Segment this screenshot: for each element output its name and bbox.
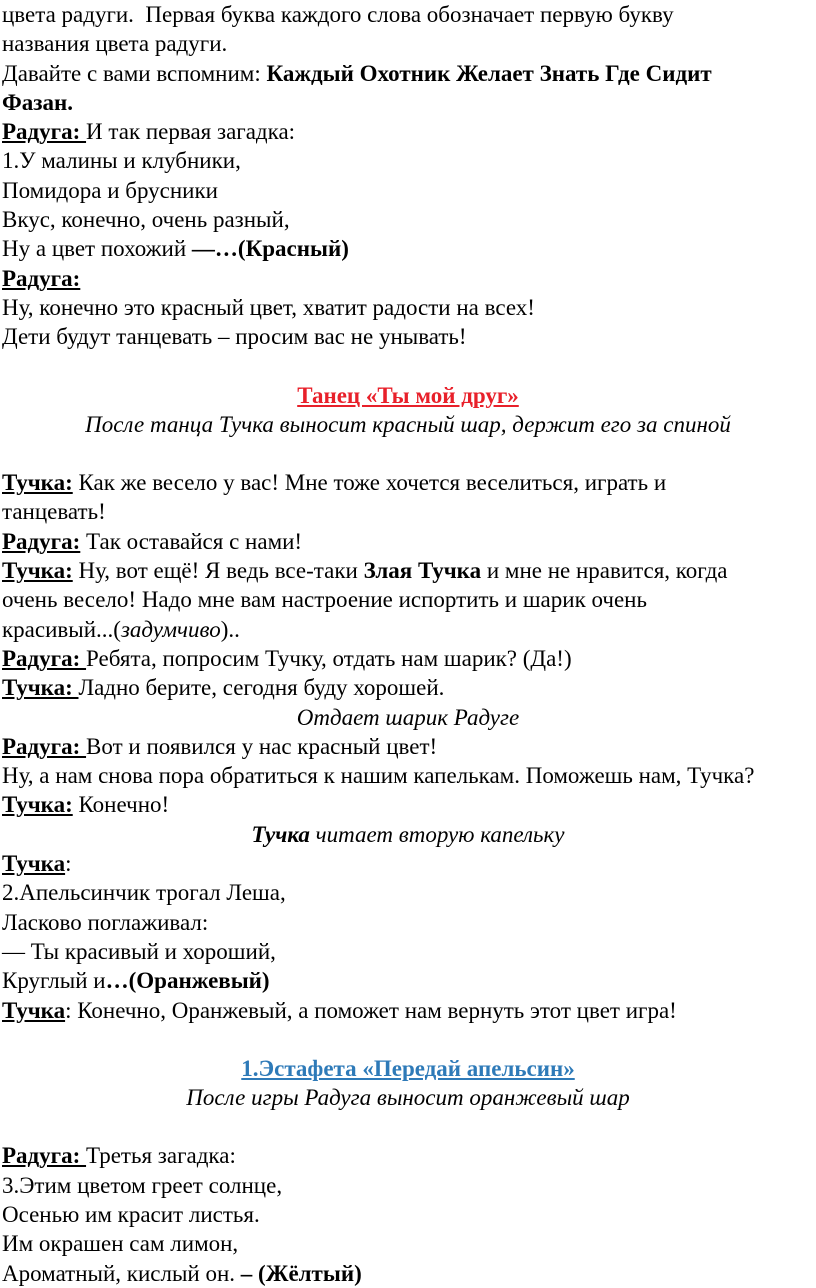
riddle3-line: 3.Этим цветом греет солнце, bbox=[2, 1172, 283, 1198]
dialog-line: Тучка: Как же весело у вас! Мне тоже хочется веселиться, играть и bbox=[2, 470, 667, 496]
dialog-line: Тучка: Ладно берите, сегодня буду хорошей. bbox=[2, 675, 445, 701]
riddle3-intro: Радуга: Третья загадка: bbox=[2, 1143, 236, 1169]
dialog-line-cont: красивый...(задумчиво).. bbox=[2, 616, 240, 642]
dialog-line: Тучка: Конечно, Оранжевый, а поможет нам вернуть этот цвет игра! bbox=[2, 997, 677, 1023]
intro-line-4: Фазан. bbox=[2, 89, 73, 115]
stage-note-2: Отдает шарик Радуге bbox=[296, 704, 520, 730]
riddle2-line: — Ты красивый и хороший, bbox=[2, 938, 276, 964]
riddle3-last-line: Ароматный, кислый он. – (Жёлтый) bbox=[2, 1260, 362, 1286]
riddle3-line: Им окрашен сам лимон, bbox=[2, 1231, 239, 1257]
reply1-line-2: Дети будут танцевать – просим вас не унывать! bbox=[2, 324, 467, 350]
intro-line-3: Давайте с вами вспомним: Каждый Охотник Желает Знать Где Сидит bbox=[2, 60, 712, 86]
dialog-line: Радуга: Ребята, попросим Тучку, отдать нам шарик? (Да!) bbox=[2, 645, 572, 671]
intro-line-1: цвета радуги. Первая буква каждого слова обозначает первую букву bbox=[2, 2, 674, 27]
riddle2-speaker: Тучка: bbox=[2, 851, 72, 877]
riddle2-line: Ласково поглаживал: bbox=[2, 909, 209, 935]
stage-note-3: Тучка читает вторую капельку bbox=[251, 821, 565, 847]
section-heading-dance: Танец «Ты мой друг» bbox=[297, 382, 519, 408]
intro-line-2: названия цвета радуги. bbox=[2, 31, 228, 57]
section-heading-relay: 1.Эстафета «Передай апельсин» bbox=[241, 1055, 575, 1081]
dialog-line: Тучка: Ну, вот ещё! Я ведь все-таки Злая Тучка и мне не нравится, когда bbox=[2, 558, 728, 584]
riddle1-line: 1.У малины и клубники, bbox=[2, 148, 241, 174]
dialog-line: Тучка: Конечно! bbox=[2, 792, 170, 818]
answer-red: —…(Красный) bbox=[191, 236, 349, 262]
stage-note-1: После танца Тучка выносит красный шар, держит его за спиной bbox=[85, 411, 731, 437]
riddle1-last-line: Ну а цвет похожий —…(Красный) bbox=[2, 236, 349, 262]
speaker-raduga: Радуга: bbox=[2, 119, 87, 145]
stage-note-4: После игры Радуга выносит оранжевый шар bbox=[186, 1085, 630, 1111]
dialog-line: Радуга: Так оставайся с нами! bbox=[2, 528, 303, 554]
riddle2-last-line: Круглый и…(Оранжевый) bbox=[2, 968, 270, 994]
answer-yellow: – (Жёлтый) bbox=[240, 1260, 362, 1286]
dialog-line-cont: очень весело! Надо мне вам настроение испортить и шарик очень bbox=[2, 587, 647, 613]
mnemonic-text: Каждый Охотник Желает Знать Где Сидит bbox=[266, 60, 712, 86]
dialog-line-cont: танцевать! bbox=[2, 499, 106, 525]
riddle1-line: Вкус, конечно, очень разный, bbox=[2, 207, 290, 233]
riddle1-line: Помидора и брусники bbox=[2, 177, 218, 203]
reply1-line-1: Ну, конечно это красный цвет, хватит радости на всех! bbox=[2, 294, 535, 320]
riddle3-line: Осенью им красит листья. bbox=[2, 1201, 260, 1227]
answer-orange: …(Оранжевый) bbox=[105, 968, 270, 994]
dialog-line: Радуга: Вот и появился у нас красный цвет! bbox=[2, 733, 438, 759]
riddle1-intro: Радуга: И так первая загадка: bbox=[2, 119, 296, 145]
riddle2-line: 2.Апельсинчик трогал Леша, bbox=[2, 880, 286, 906]
dialog-line-cont: Ну, а нам снова пора обратиться к нашим капелькам. Поможешь нам, Тучка? bbox=[2, 763, 755, 789]
reply1-speaker: Радуга: bbox=[2, 265, 81, 291]
